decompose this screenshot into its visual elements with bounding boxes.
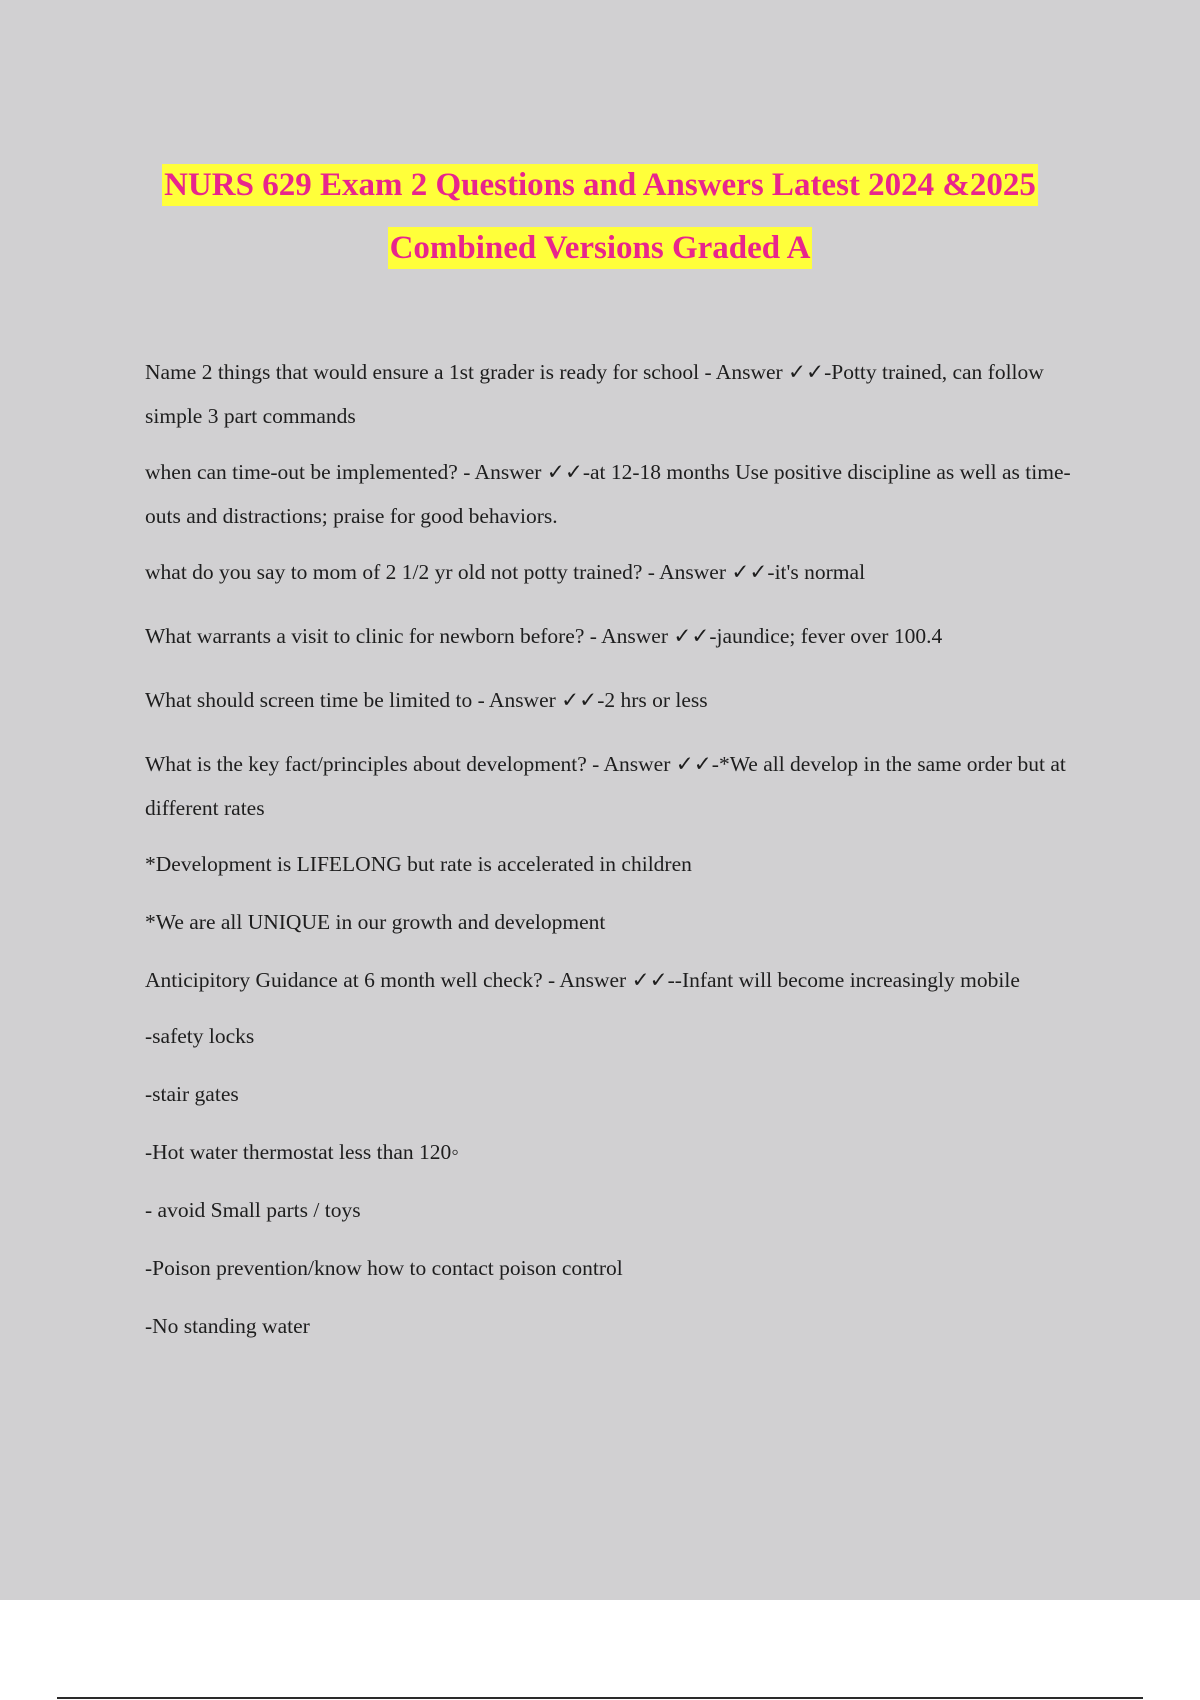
guidance-item-6: -No standing water [145, 1314, 310, 1338]
document-title [0, 164, 1200, 290]
development-point-2: *We are all UNIQUE in our growth and development [145, 910, 606, 934]
qa-paragraph-2: when can time-out be implemented? - Answer ✓✓-at 12-18 months Use positive discipline as well as time-outs and distractions; praise for good behaviors. [145, 460, 1071, 528]
title-line-1: NURS 629 Exam 2 Questions and Answers Latest 2024 &2025 [162, 164, 1038, 206]
guidance-item-5: -Poison prevention/know how to contact poison control [145, 1256, 623, 1280]
qa-paragraph-3: what do you say to mom of 2 1/2 yr old not potty trained? - Answer ✓✓-it's normal [145, 560, 866, 584]
qa-paragraph-4: What warrants a visit to clinic for newborn before? - Answer ✓✓-jaundice; fever over 100.4 [145, 624, 943, 648]
document-body [145, 350, 1090, 1362]
qa-paragraph-1: Name 2 things that would ensure a 1st grader is ready for school - Answer ✓✓-Potty trained, can follow simple 3 part commands [145, 360, 1044, 428]
qa-paragraph-5: What should screen time be limited to - Answer ✓✓-2 hrs or less [145, 688, 708, 712]
qa-paragraph-6: What is the key fact/principles about development? - Answer ✓✓-*We all develop in the same order but at different rates [145, 752, 1066, 820]
guidance-item-4: - avoid Small parts / toys [145, 1198, 361, 1222]
guidance-item-2: -stair gates [145, 1082, 239, 1106]
guidance-item-1: -safety locks [145, 1024, 255, 1048]
guidance-item-3: -Hot water thermostat less than 120◦ [145, 1140, 459, 1164]
qa-paragraph-7: Anticipitory Guidance at 6 month well check? - Answer ✓✓--Infant will become increasingly mobile [145, 968, 1020, 992]
footer-divider [57, 1697, 1143, 1699]
development-point-1: *Development is LIFELONG but rate is accelerated in children [145, 852, 692, 876]
title-line-2: Combined Versions Graded A [388, 227, 813, 269]
